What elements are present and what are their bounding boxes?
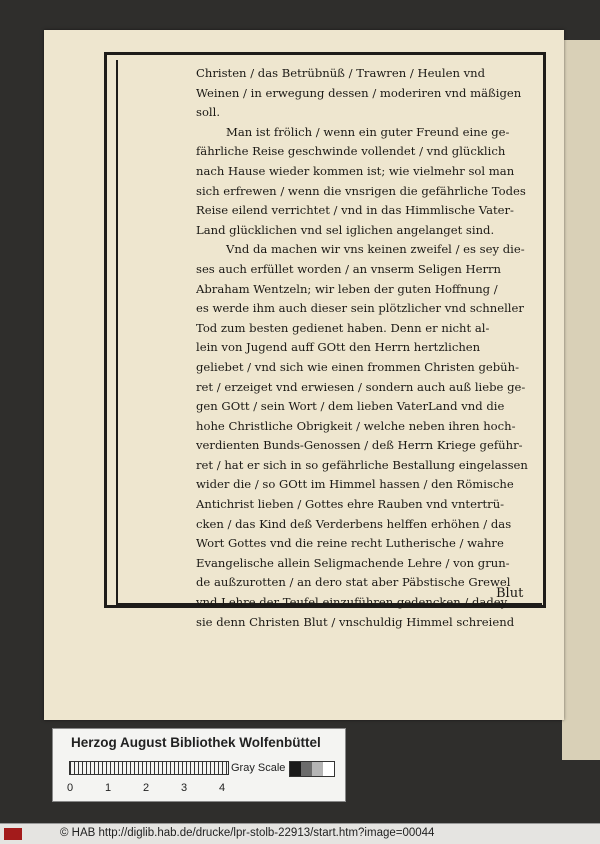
ruler-number: 4 (219, 782, 226, 794)
catchword: Blut (496, 586, 524, 601)
ruler-number: 1 (105, 782, 112, 794)
text-line: Abraham Wentzeln; wir leben der guten Hoffnung / (196, 281, 498, 296)
text-line: wider die / so GOtt im Himmel hassen / den Römische (196, 477, 514, 492)
text-line: lein von Jugend auff GOtt den Herrn hertzlichen (196, 340, 481, 355)
gray-swatch (290, 762, 301, 776)
text-line: ret / hat er sich in so gefährliche Bestallung eingelassen (196, 457, 528, 472)
text-line: hohe Christliche Obrigkeit / welche neben ihren hoch- (196, 418, 516, 433)
text-line: de außzurotten / an dero stat aber Päbstische Grewel (196, 575, 511, 590)
text-line: sie denn Christen Blut / vnschuldig Himmel schreiend (196, 614, 515, 629)
gray-swatch (323, 762, 334, 776)
ruler-number: 2 (143, 782, 150, 794)
gray-swatch (301, 762, 312, 776)
text-line: Christen / das Betrübnüß / Trawren / Heulen vnd (196, 66, 486, 80)
text-line: Vnd da machen wir vns keinen zweifel / es sey die- (226, 242, 525, 257)
page-text-block (196, 64, 541, 632)
gray-scale-label: Gray Scale (231, 762, 286, 774)
text-line: sich erfrewen / wenn die vnsrigen die gefährliche Todes (196, 183, 526, 198)
text-line: cken / das Kind deß Verderbens helffen erhöhen / das (196, 516, 512, 531)
ruler-number: 3 (181, 782, 188, 794)
text-line: Tod zum besten gedienet haben. Denn er nicht al- (196, 320, 490, 335)
text-line: es werde ihm auch dieser sein plötzlicher vnd schneller (196, 301, 524, 316)
text-line: soll. (196, 105, 221, 120)
text-line: Wort Gottes vnd die reine recht Lutherische / wahre (196, 536, 504, 551)
text-line: vnd Lehre der Teufel einzuführen gedencken / dadey (196, 595, 508, 610)
library-name: Herzog August Bibliothek Wolfenbüttel (71, 735, 321, 750)
text-line: ret / erzeiget vnd erwiesen / sondern auch auß liebe ge- (196, 379, 526, 394)
text-line: nach Hause wieder kommen ist; wie vielmehr sol man (196, 163, 515, 178)
footer-bar (0, 823, 600, 844)
ruler-number: 0 (67, 782, 74, 794)
text-line: ses auch erfüllet worden / an vnserm Seligen Herrn (196, 261, 502, 276)
text-line: Reise eilend verrichtet / vnd in das Himmlische Vater- (196, 203, 514, 218)
library-color-card (52, 728, 346, 802)
text-line: Man ist frölich / wenn ein guter Freund eine ge- (226, 124, 510, 139)
text-line: verdienten Bunds-Genossen / deß Herrn Kriege geführ- (196, 438, 523, 453)
text-line: Land glücklichen vnd sel iglichen angelanget sind. (196, 222, 495, 237)
measurement-ruler (69, 761, 229, 775)
adjacent-page-edge (562, 40, 600, 760)
text-line: Weinen / in erwegung dessen / moderiren vnd mäßigen (196, 85, 522, 100)
text-line: Antichrist lieben / Gottes ehre Rauben vnd vntertrü- (196, 497, 505, 512)
text-line: geliebet / vnd sich wie einen frommen Christen gebüh- (196, 359, 520, 374)
text-line: Evangelische allein Seligmachende Lehre / von grun- (196, 555, 510, 570)
gray-swatch (312, 762, 323, 776)
hab-logo-icon (4, 828, 22, 840)
text-line: fährliche Reise geschwinde vollendet / vnd glücklich (196, 144, 506, 159)
text-line: gen GOtt / sein Wort / dem lieben VaterLand vnd die (196, 399, 505, 414)
gray-scale-swatches (289, 761, 335, 777)
footer-url[interactable]: © HAB http://diglib.hab.de/drucke/lpr-stolb-22913/start.htm?image=00044 (60, 827, 435, 839)
